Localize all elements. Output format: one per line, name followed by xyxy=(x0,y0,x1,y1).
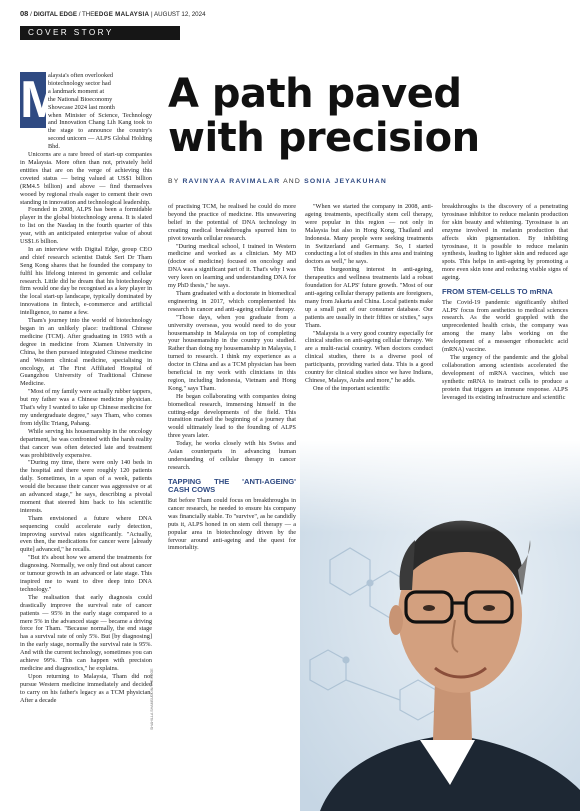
paragraph: "During medical school, I trained in Western medicine and worked as a clinician. My MD (doctor of medicine) focused on oncology and DNA was a significant part of it. That's why I was very keen on learning and understanding DNA for my PhD thesis," he says. xyxy=(168,242,296,290)
paragraph: a landmark moment at xyxy=(48,87,105,95)
subheading: FROM STEM-CELLS TO mRNA xyxy=(442,287,553,297)
paragraph: Tham's journey into the world of biotechnology began in an unlikely place: traditional Chinese medicine (TCM). After graduating in 1993 with a degree in medicine from Xiamen University in China, he then pursued integrated Chinese medicine and Western clinical medicine, specialising in oncology, at The First Affiliated Hospital of Guangzhou University of Traditional Chinese Medicine. xyxy=(20,317,152,388)
brand-name: EDGE MALAYSIA xyxy=(94,11,150,18)
paragraph: breakthroughs is the discovery of a penetrating tyrosinase inhibitor to reduce melanin production for skin beauty and whitening. Tyrosinase is an enzyme involved in melanin production that affects skin pigmentation. By inhibiting tyrosinase, it is possible to reduce melanin synthesis, leading to lighter skin and reduced age spots. This helps in anti-ageing by promoting a more even skin tone and reducing visible signs of ageing. xyxy=(442,203,568,282)
paragraph: alaysia's often overlooked xyxy=(48,72,113,79)
paragraph: Tham graduated with a doctorate in biomedical engineering in 2017, which complemented his research in cancer and anti-ageing cellular therapy. xyxy=(168,289,296,313)
paragraph: the National Bioeconomy xyxy=(48,95,113,103)
byline-and: AND xyxy=(283,178,302,185)
paragraph: "But it's about how we amend the treatments for diagnosing. Normally, we only find out about cancer or tumour growth in an advanced or late stage. This inspired me to want to dive deep into DNA technology." xyxy=(20,554,152,593)
column-2 xyxy=(168,203,296,623)
paragraph: While serving his housemanship in the oncology department, he was confronted with the harsh reality that cancer was often detected late and treatment was prohibitively expensive. xyxy=(20,427,152,459)
paragraph: when Minister of Science, Technology and Innovation Chang Lih Kang took to the stage to announce the country's second unicorn — ALPS Global Holding Bhd. xyxy=(48,111,152,151)
paragraph: "When we started the company in 2008, anti-ageing treatments, specifically stem cell therapy, were popular in this region — not only in Malaysia but also in Hong Kong, Thailand and Indonesia. Many people were seeking treatments in Switzerland and Germany. So, I started conducting a lot of studies in this area and training doctors as well," he says. xyxy=(305,203,433,266)
paragraph: Showcase 2024 last month xyxy=(48,103,115,111)
column-4 xyxy=(442,203,568,443)
byline-by: BY xyxy=(168,178,180,185)
paragraph: of practising TCM, he realised he could do more beyond the practice of medicine. His unwavering belief in the potential of DNA technology in creating medical breakthroughs spurred him to pivot towards cellular research. xyxy=(168,203,296,242)
paragraph: "During my time, there were only 140 beds in the hospital and there were roughly 120 patients daily. Sometimes, in a span of a week, patients would die because their cancer was aggressive or at an advanced stage," he says, describing a pivotal moment that steered him back to his scientific interests. xyxy=(20,459,152,514)
byline xyxy=(168,178,387,185)
page-header: 08 / DIGITAL EDGE / THEEDGE MALAYSIA | AUGUST 12, 2024 xyxy=(20,9,206,18)
page-number: 08 xyxy=(20,9,29,18)
paragraph: The realisation that early diagnosis could drastically improve the survival rate of cancer patients — 95% in the early stage compared to a mere 5% in the advanced stage — became a driving force for Tham. "Because normally, the end stage has a survival rate of only 5%. But [by diagnosing] in the early stage, normally the survival rate is 95%. And with the current technology, sometimes you can achieve 99%. This can happen with precision medicine and diagnostics," he explains. xyxy=(20,593,152,672)
portrait-photo xyxy=(300,440,580,811)
paragraph: "Most of my family were actually rubber tappers, but my father was a Chinese medicine physician. That's why I wanted to take up Chinese medicine for my undergraduate degree," says Tham, who comes from idyllic Triang, Pahang. xyxy=(20,388,152,427)
column-1 xyxy=(20,72,152,804)
paragraph: Today, he works closely with his Swiss and Asian counterparts in advancing human understanding of cellular therapy in cancer research. xyxy=(168,440,296,471)
issue-date: AUGUST 12, 2024 xyxy=(154,11,206,18)
paragraph: He began collaborating with companies doing biomedical research, immersing himself in the cutting-edge developments of the field. This transition marked the beginning of a journey that would ultimately lead to the founding of ALPS three years later. xyxy=(168,392,296,440)
section-tag: COVER STORY xyxy=(20,26,180,40)
paragraph: "Malaysia is a very good country especially for clinical studies on anti-ageing cellular therapy. We are a multi-racial country. When doctors conduct clinical studies, there is a diverse pool of participants, providing varied data. This is a good country for clinical studies since we have Indians, Chinese, Malays, Arabs and more," he adds. xyxy=(305,329,433,384)
paragraph: "Those days, when you graduate from a university overseas, you would need to do your housemanship in Malaysia on top of completing your housemanship in the country you studied. Rather than doing my housemanship in Malaysia, I turned to research. I think my experience as a doctor in China and as a TCM physician has been beneficial in my work with clinicians in this region, including Indonesia, Vietnam and Hong Kong," says Tham. xyxy=(168,313,296,392)
paragraph: Founded in 2008, ALPS has been a formidable player in the global biotechnology arena. It is slated to list on the Nasdaq in the fourth quarter of this year, with an anticipated enterprise value of about US$1.6 billion. xyxy=(20,206,152,246)
paragraph: In an interview with Digital Edge, group CEO and chief research scientist Datuk Seri Dr Tham Seng Kong shares that he founded the company to fulfil his lifelong interest in genomic and cellular research. Little did he dream that his biotechnology firm would one day be recognised as a key player in the local start-up landscape, typically dominated by innovations in fintech, e-commerce and artificial intelligence, to name a few. xyxy=(20,245,152,317)
section-label: DIGITAL EDGE xyxy=(33,11,77,18)
paragraph: The urgency of the pandemic and the global collaboration among scientists accelerated the development of mRNA vaccines, which use synthetic mRNA to instruct cells to produce a protein that triggers an immune response. ALPS leveraged its existing infrastructure and scientific xyxy=(442,354,568,401)
author-2: SONIA JEYAKUHAN xyxy=(304,178,387,185)
paragraph: biotechnology sector had xyxy=(48,79,111,87)
paragraph: Unicorns are a rare breed of start-up companies in Malaysia. More often than not, privately held entities that are on the verge of achieving this coveted status — being valued at US$1 billion (RM4.5 billion) and above — find themselves wooed by regional rivals eager to cement their own standing in innovation and technological leadership. xyxy=(20,151,152,206)
paragraph: Tham envisioned a future where DNA sequencing could accelerate early detection, improving survival rates significantly. "Actually, even then, the medications for cancer were [already quite] advanced," he recalls. xyxy=(20,514,152,554)
brand-the: THE xyxy=(82,11,95,18)
subheading: TAPPING THE 'ANTI-AGEING' CASH COWS xyxy=(168,476,296,495)
paragraph: But before Tham could focus on breakthroughs in cancer research, he needed to ensure his company was financially stable. To "survive", as he candidly puts it, ALPS honed in on stem cell therapy — a popular area in biotechnology driven by the fervour around anti-ageing and the quest for immortality. xyxy=(168,497,296,552)
paragraph: This burgeoning interest in anti-ageing, therapeutics and wellness treatments laid a robust foundation for ALPS' future growth. "Most of our anti-ageing cellular therapy patients are foreigners, many from Jakarta and China. Local patients make up a small part of our consumer database. Our patients are usually in their fifties or sixties," says Tham. xyxy=(305,266,433,329)
headline xyxy=(168,72,568,160)
paragraph: Upon returning to Malaysia, Tham did not pursue Western medicine immediately and decided to carry on his father's legacy as a TCM physician. After a decade xyxy=(20,672,152,704)
paragraph: One of the important scientific xyxy=(313,384,390,392)
column-3 xyxy=(305,203,433,443)
photo-credit: SHAHILLA SHAMSUDDIN/THE EDGE xyxy=(150,668,154,730)
headline-line-1: A path paved xyxy=(168,71,462,117)
headline-line-2: with precision xyxy=(168,115,480,161)
drop-cap: M xyxy=(20,71,64,129)
author-1: RAVINYAA RAVIMALAR xyxy=(182,178,281,185)
paragraph: The Covid-19 pandemic significantly shifted ALPS' focus from aesthetics to medical sciences research. As the world grappled with the unprecedented health crisis, the company was among the many labs working on the development of a messenger ribonucleic acid (mRNA) vaccine. xyxy=(442,298,568,354)
